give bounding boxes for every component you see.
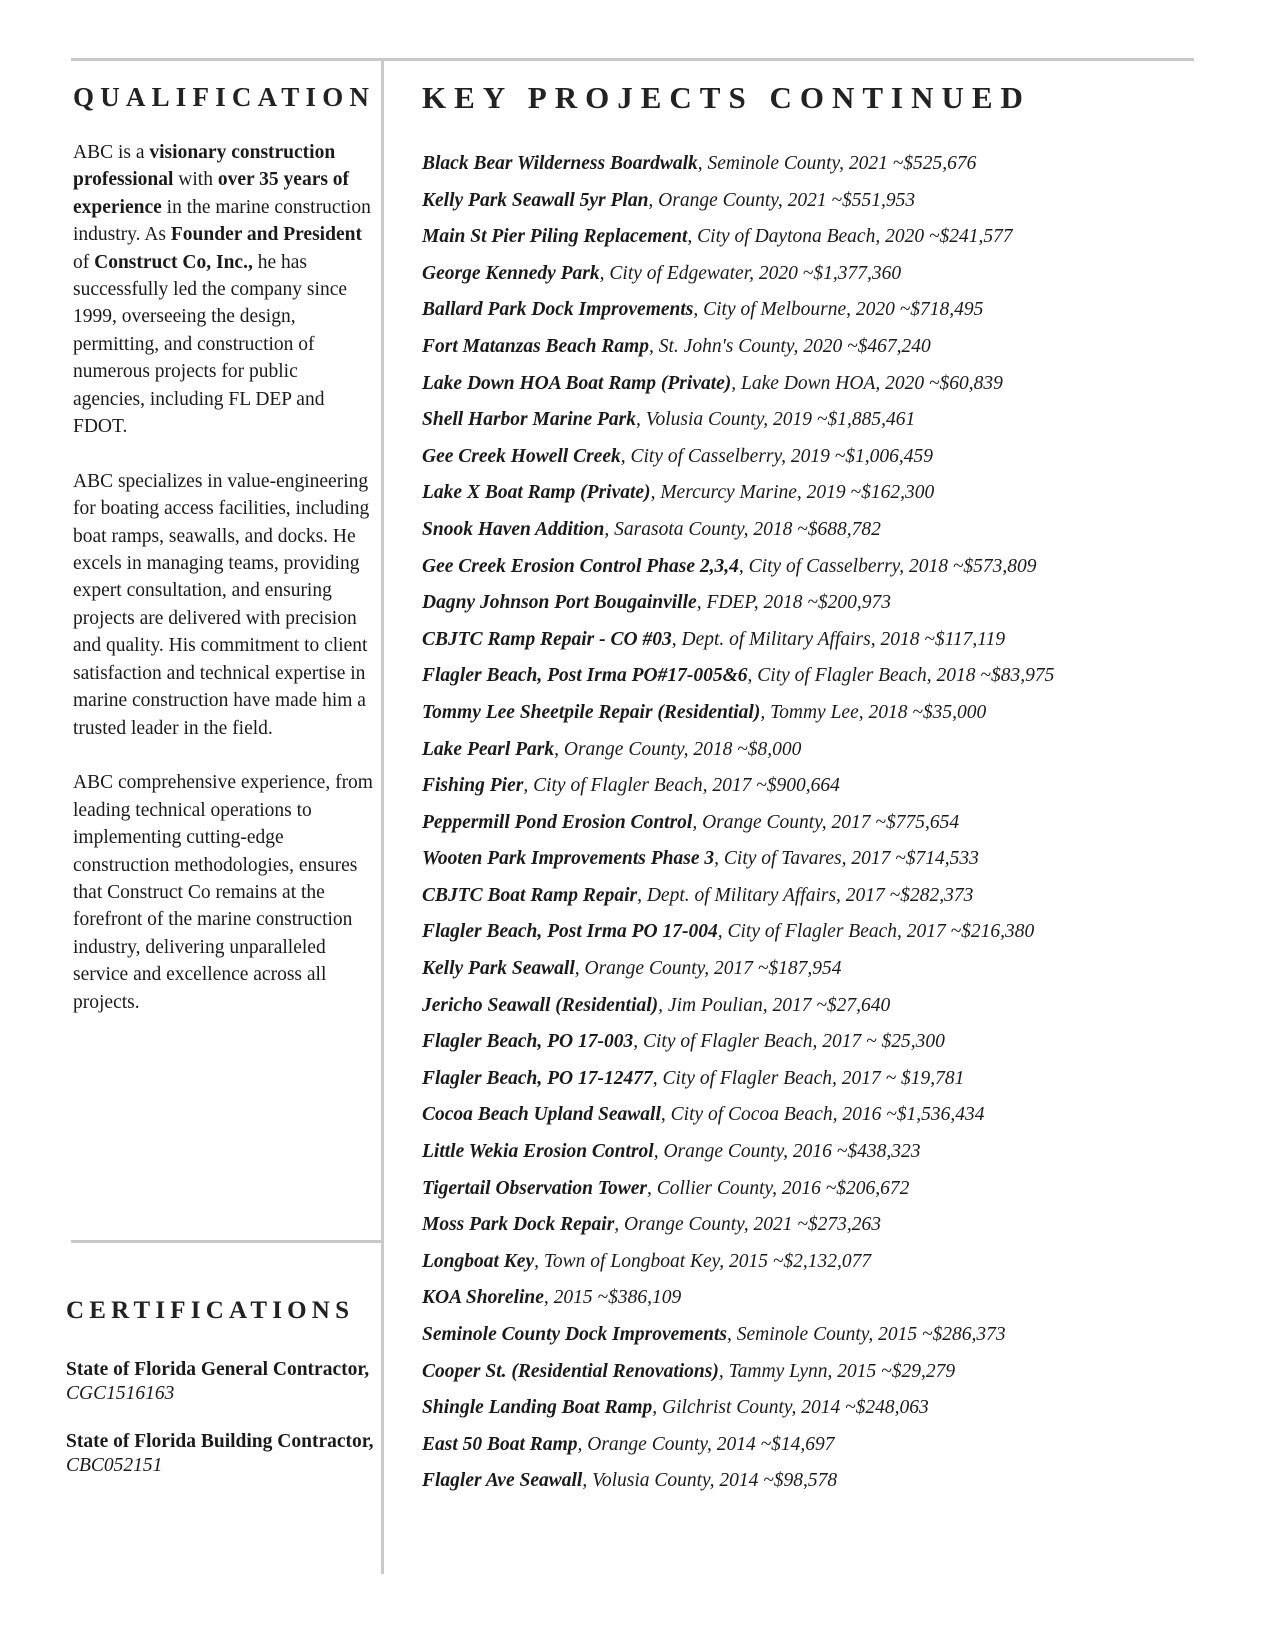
project-name: Dagny Johnson Port Bougainville bbox=[422, 592, 697, 614]
certifications-list bbox=[66, 1358, 376, 1502]
project-item bbox=[422, 805, 1222, 842]
project-name: KOA Shoreline bbox=[422, 1287, 544, 1309]
project-item bbox=[422, 841, 1222, 878]
project-details: , Jim Poulian, 2017 ~$27,640 bbox=[658, 994, 891, 1016]
project-name: Cocoa Beach Upland Seawall bbox=[422, 1104, 661, 1126]
project-item bbox=[422, 1280, 1222, 1317]
qualification-heading: QUALIFICATION bbox=[73, 82, 376, 112]
project-name: Black Bear Wilderness Boardwalk bbox=[422, 153, 698, 174]
project-details: , Dept. of Military Affairs, 2017 ~$282,373 bbox=[637, 884, 974, 906]
project-name: Tigertail Observation Tower bbox=[422, 1177, 647, 1199]
qualification-text: ABC is a bbox=[73, 142, 150, 163]
project-item bbox=[422, 1097, 1222, 1134]
project-item bbox=[422, 256, 1222, 293]
project-name: Flagler Beach, PO 17-003 bbox=[422, 1031, 634, 1053]
qualification-paragraph-2: ABC specializes in value-engineering for boating access facilities, including boat ramps, seawalls, and docks. He excels in managing teams, providing expert consultation, and ensuring projects are delivered with precision and quality. His commitment to client satisfaction and technical expertise in marine construction have made him a trusted leader in the field. bbox=[73, 470, 370, 739]
project-details: , Lake Down HOA, 2020 ~$60,839 bbox=[731, 372, 1003, 394]
project-name: Kelly Park Seawall bbox=[422, 958, 575, 980]
project-name: Moss Park Dock Repair bbox=[422, 1214, 615, 1236]
project-name: Main St Pier Piling Replacement bbox=[422, 226, 688, 248]
project-details: , City of Flagler Beach, 2017 ~$900,664 bbox=[523, 775, 840, 797]
project-details: , City of Daytona Beach, 2020 ~$241,577 bbox=[687, 226, 1013, 248]
project-item bbox=[422, 1317, 1222, 1354]
project-item bbox=[422, 512, 1222, 549]
project-item bbox=[422, 914, 1222, 951]
project-details: , Orange County, 2017 ~$775,654 bbox=[692, 811, 960, 833]
project-details: , City of Flagler Beach, 2018 ~$83,975 bbox=[747, 665, 1055, 687]
project-details: , Tammy Lynn, 2015 ~$29,279 bbox=[718, 1360, 956, 1382]
qualification-text: in the marine construction industry. As bbox=[73, 196, 371, 246]
project-name: Snook Haven Addition bbox=[422, 518, 605, 540]
project-name: Seminole County Dock Improvements bbox=[422, 1324, 727, 1345]
project-name: Flagler Ave Seawall bbox=[422, 1470, 583, 1492]
project-item bbox=[422, 402, 1222, 439]
project-name: Shell Harbor Marine Park bbox=[422, 409, 636, 431]
project-name: Flagler Beach, PO 17-12477 bbox=[422, 1067, 653, 1089]
project-details: , Orange County, 2018 ~$8,000 bbox=[554, 738, 802, 760]
qualification-text: of bbox=[73, 251, 95, 273]
project-details: , City of Casselberry, 2018 ~$573,809 bbox=[738, 555, 1037, 577]
project-item bbox=[422, 1463, 1222, 1500]
project-details: , Orange County, 2017 ~$187,954 bbox=[574, 958, 842, 980]
project-item bbox=[422, 183, 1222, 220]
project-details: , Seminole County, 2021 ~$525,676 bbox=[697, 153, 977, 174]
project-details: , Gilchrist County, 2014 ~$248,063 bbox=[652, 1397, 929, 1419]
project-item bbox=[422, 439, 1222, 476]
certifications-heading: CERTIFICATIONS bbox=[66, 1297, 355, 1324]
project-details: , City of Edgewater, 2020 ~$1,377,360 bbox=[599, 262, 902, 284]
project-item bbox=[422, 366, 1222, 403]
project-item bbox=[422, 1354, 1222, 1391]
qualification-text: with bbox=[173, 169, 218, 191]
qualification-emphasis: visionary construction professional bbox=[73, 142, 336, 191]
project-item bbox=[422, 1024, 1222, 1061]
project-item bbox=[422, 622, 1222, 659]
project-item bbox=[422, 1244, 1222, 1281]
project-name: CBJTC Boat Ramp Repair bbox=[422, 884, 638, 906]
project-details: , Volusia County, 2014 ~$98,578 bbox=[582, 1470, 838, 1492]
project-item bbox=[422, 585, 1222, 622]
project-name: Lake Pearl Park bbox=[422, 738, 555, 760]
project-details: , Mercurcy Marine, 2019 ~$162,300 bbox=[650, 482, 935, 504]
project-item bbox=[422, 1171, 1222, 1208]
certification-title: State of Florida General Contractor, bbox=[66, 1359, 370, 1380]
project-details: , Town of Longboat Key, 2015 ~$2,132,077 bbox=[534, 1250, 872, 1272]
project-name: Fort Matanzas Beach Ramp bbox=[422, 335, 650, 357]
project-details: , Orange County, 2021 ~$273,263 bbox=[614, 1214, 882, 1236]
project-name: Tommy Lee Sheetpile Repair (Residential) bbox=[422, 701, 761, 723]
project-name: Flagler Beach, Post Irma PO#17-005&6 bbox=[422, 665, 748, 687]
qualification-text: he has successfully led the company since 1999, overseeing the design, permitting, and construction of numerous projects for public agencies, including FL DEP and FDOT. bbox=[73, 251, 347, 438]
project-item bbox=[422, 951, 1222, 988]
certification-code: CGC1516163 bbox=[66, 1383, 175, 1404]
project-details: , City of Flagler Beach, 2017 ~ $25,300 bbox=[633, 1031, 945, 1053]
project-item bbox=[422, 695, 1222, 732]
project-name: Fishing Pier bbox=[422, 775, 524, 797]
project-item bbox=[422, 329, 1222, 366]
project-details: , Sarasota County, 2018 ~$688,782 bbox=[604, 518, 881, 540]
project-item bbox=[422, 732, 1222, 769]
project-name: Peppermill Pond Erosion Control bbox=[422, 811, 693, 833]
project-item bbox=[422, 658, 1222, 695]
project-details: , Tommy Lee, 2018 ~$35,000 bbox=[760, 701, 987, 723]
project-item bbox=[422, 1427, 1222, 1464]
top-divider bbox=[71, 58, 1194, 61]
certification-item bbox=[66, 1430, 376, 1478]
project-item bbox=[422, 988, 1222, 1025]
project-item bbox=[422, 1061, 1222, 1098]
project-details: , City of Flagler Beach, 2017 ~ $19,781 bbox=[652, 1067, 965, 1089]
project-item bbox=[422, 1390, 1222, 1427]
project-name: Lake Down HOA Boat Ramp (Private) bbox=[422, 372, 732, 394]
project-details: , St. John's County, 2020 ~$467,240 bbox=[649, 335, 931, 357]
project-details: , Orange County, 2014 ~$14,697 bbox=[577, 1433, 835, 1455]
project-details: , Seminole County, 2015 ~$286,373 bbox=[726, 1324, 1006, 1345]
key-projects-heading: KEY PROJECTS CONTINUED bbox=[422, 80, 1031, 115]
project-name: Little Wekia Erosion Control bbox=[422, 1141, 654, 1163]
project-details: , City of Melbourne, 2020 ~$718,495 bbox=[693, 299, 984, 321]
project-details: , Collier County, 2016 ~$206,672 bbox=[646, 1177, 910, 1199]
qualification-paragraph-3: ABC comprehensive experience, from leading technical operations to implementing cutting-edge construction methodologies, ensures that Construct Co remains at the forefront of the marine construction industry, delivering unparalleled service and excellence across all projects. bbox=[73, 772, 373, 1013]
project-details: , Volusia County, 2019 ~$1,885,461 bbox=[636, 409, 916, 431]
project-name: East 50 Boat Ramp bbox=[422, 1433, 578, 1455]
project-details: , Dept. of Military Affairs, 2018 ~$117,119 bbox=[671, 628, 1006, 650]
project-item bbox=[422, 146, 1222, 183]
project-item bbox=[422, 292, 1222, 329]
project-name: Lake X Boat Ramp (Private) bbox=[422, 482, 651, 504]
project-item bbox=[422, 549, 1222, 586]
project-item bbox=[422, 878, 1222, 915]
key-projects-list bbox=[422, 146, 1222, 1500]
project-details: , City of Casselberry, 2019 ~$1,006,459 bbox=[620, 445, 934, 467]
certification-code: CBC052151 bbox=[66, 1455, 163, 1476]
qualification-emphasis: Construct Co, Inc., bbox=[94, 251, 253, 273]
project-details: , City of Flagler Beach, 2017 ~$216,380 bbox=[717, 921, 1035, 943]
project-item bbox=[422, 475, 1222, 512]
project-details: , Orange County, 2021 ~$551,953 bbox=[648, 189, 916, 211]
project-name: Gee Creek Erosion Control Phase 2,3,4 bbox=[422, 555, 739, 577]
project-details: , FDEP, 2018 ~$200,973 bbox=[696, 592, 892, 614]
project-name: Jericho Seawall (Residential) bbox=[422, 994, 659, 1016]
column-divider bbox=[381, 60, 384, 1574]
project-name: Flagler Beach, Post Irma PO 17-004 bbox=[422, 921, 718, 943]
project-item bbox=[422, 1207, 1222, 1244]
project-details: , 2015 ~$386,109 bbox=[543, 1287, 682, 1309]
project-details: , City of Tavares, 2017 ~$714,533 bbox=[714, 848, 979, 870]
qualification-emphasis: over 35 years of experience bbox=[73, 169, 350, 218]
project-item bbox=[422, 1134, 1222, 1171]
project-name: Wooten Park Improvements Phase 3 bbox=[422, 848, 715, 870]
qualification-body bbox=[73, 139, 373, 1043]
project-details: , City of Cocoa Beach, 2016 ~$1,536,434 bbox=[660, 1104, 985, 1126]
qualification-emphasis: Founder and President bbox=[170, 224, 362, 246]
project-name: George Kennedy Park bbox=[422, 262, 600, 284]
certification-title: State of Florida Building Contractor, bbox=[66, 1431, 374, 1452]
project-item bbox=[422, 219, 1222, 256]
certification-item bbox=[66, 1358, 376, 1406]
project-name: Shingle Landing Boat Ramp bbox=[422, 1397, 653, 1419]
project-name: Ballard Park Dock Improvements bbox=[422, 299, 694, 321]
qualification-paragraph-1 bbox=[73, 139, 373, 440]
project-name: Longboat Key bbox=[422, 1250, 535, 1272]
project-item bbox=[422, 768, 1222, 805]
project-name: Kelly Park Seawall 5yr Plan bbox=[422, 189, 649, 211]
project-name: Cooper St. (Residential Renovations) bbox=[422, 1360, 719, 1382]
project-name: Gee Creek Howell Creek bbox=[422, 445, 621, 467]
project-details: , Orange County, 2016 ~$438,323 bbox=[653, 1141, 921, 1163]
section-divider bbox=[71, 1240, 382, 1243]
project-name: CBJTC Ramp Repair - CO #03 bbox=[422, 628, 672, 650]
